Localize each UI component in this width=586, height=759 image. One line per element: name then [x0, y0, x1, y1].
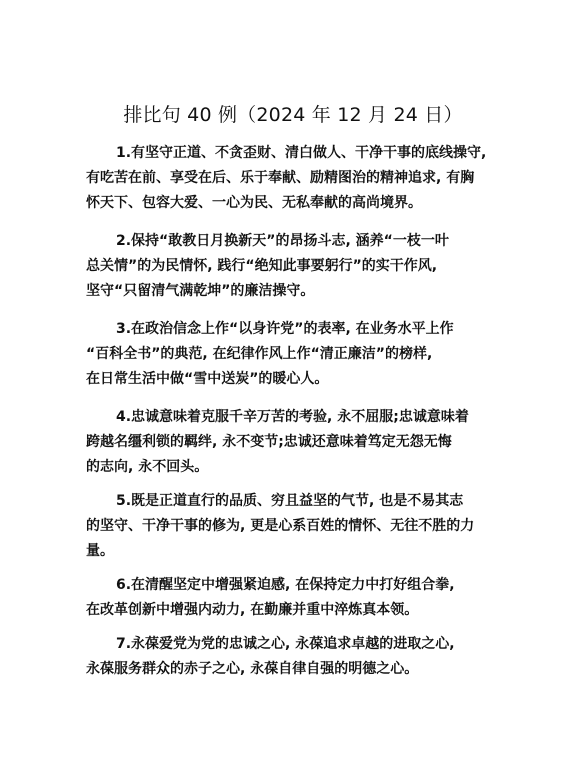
paragraph-line: 总关情”的为民情怀, 践行“绝知此事要躬行”的实干作风, [86, 258, 438, 274]
paragraph-line: 在日常生活中做“雪中送炭”的暖心人。 [86, 371, 329, 387]
paragraph-3 [86, 317, 516, 392]
paragraph-1 [86, 141, 516, 216]
paragraph-line: 的坚守、干净干事的修为, 更是心系百姓的情怀、无往不胜的力 [86, 518, 475, 534]
paragraph-line: 在改革创新中增强内动力, 在勤廉并重中淬炼真本领。 [86, 602, 419, 618]
paragraph-line: 4.忠诚意味着克服千辛万苦的考验, 永不屈服;忠诚意味着 [116, 409, 469, 425]
paragraph-line: 跨越名缰利锁的羁绊, 永不变节;忠诚还意味着笃定无怨无悔 [86, 434, 452, 450]
paragraph-line: 3.在政治信念上作“以身许党”的表率, 在业务水平上作 [116, 321, 454, 337]
paragraph-2 [86, 229, 516, 304]
paragraph-line: 量。 [86, 543, 114, 559]
paragraph-5 [86, 489, 516, 564]
paragraph-line: 6.在清醒坚定中增强紧迫感, 在保持定力中打好组合拳, [116, 577, 455, 593]
paragraph-line: 2.保持“敢教日月换新天”的昂扬斗志, 涵养“一枝一叶 [116, 233, 449, 249]
paragraph-line: 怀天下、包容大爱、一心为民、无私奉献的高尚境界。 [86, 195, 422, 211]
document-title: 排比句 40 例（2024 年 12 月 24 日） [123, 104, 463, 126]
paragraph-line: 的志向, 永不回头。 [86, 459, 209, 475]
paragraph-line: 1.有坚守正道、不贪歪财、清白做人、干净干事的底线操守, [116, 145, 487, 161]
paragraph-line: 有吃苦在前、享受在后、乐于奉献、励精图治的精神追求, 有胸 [86, 170, 475, 186]
paragraph-7 [86, 632, 516, 682]
paragraph-6 [86, 573, 516, 623]
paragraph-line: 坚守“只留清气满乾坤”的廉洁操守。 [86, 283, 315, 299]
paragraph-line: “百科全书”的典范, 在纪律作风上作“清正廉洁”的榜样, [86, 346, 433, 362]
paragraph-line: 7.永葆爱党为党的忠诚之心, 永葆追求卓越的进取之心, [116, 636, 455, 652]
paragraph-line: 5.既是正道直行的品质、穷且益坚的气节, 也是不易其志 [116, 493, 464, 509]
paragraph-line: 永葆服务群众的赤子之心, 永葆自律自强的明德之心。 [86, 661, 419, 677]
paragraph-4 [86, 405, 516, 480]
